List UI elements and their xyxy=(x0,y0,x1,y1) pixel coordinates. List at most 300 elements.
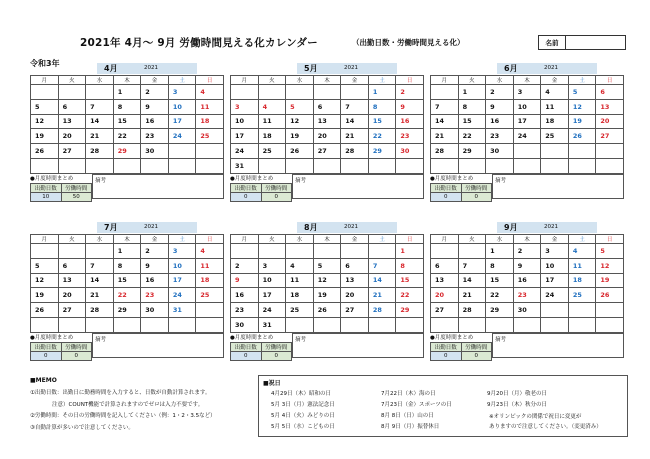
day-cell[interactable] xyxy=(458,158,486,173)
day-cell[interactable]: 29 xyxy=(458,144,486,159)
day-cell[interactable]: 25 xyxy=(196,129,224,144)
month-calendar xyxy=(230,75,424,174)
day-cell[interactable]: 16 xyxy=(513,273,541,288)
day-cell[interactable]: 10 xyxy=(513,99,541,114)
day-cell[interactable]: 24 xyxy=(168,129,196,144)
day-cell[interactable]: 26 xyxy=(568,129,596,144)
day-cell[interactable]: 6 xyxy=(431,258,459,273)
day-cell[interactable] xyxy=(313,85,341,100)
day-cell[interactable]: 9 xyxy=(486,99,514,114)
week-row xyxy=(31,303,224,318)
day-cell[interactable]: 12 xyxy=(286,114,314,129)
day-cell[interactable]: 7 xyxy=(458,258,486,273)
day-cell[interactable]: 28 xyxy=(86,303,114,318)
day-cell[interactable]: 22 xyxy=(113,129,141,144)
day-cell[interactable]: 7 xyxy=(86,99,114,114)
weekday-label: 月 xyxy=(231,235,259,244)
week-row xyxy=(231,273,424,288)
month-block xyxy=(430,222,624,361)
day-cell[interactable]: 2 xyxy=(396,85,424,100)
day-cell[interactable]: 31 xyxy=(231,158,259,173)
day-cell[interactable]: 27 xyxy=(341,303,369,318)
day-cell[interactable]: 19 xyxy=(313,288,341,303)
day-cell[interactable]: 23 xyxy=(396,129,424,144)
day-cell[interactable]: 5 xyxy=(568,85,596,100)
day-cell[interactable]: 25 xyxy=(196,288,224,303)
day-cell[interactable]: 18 xyxy=(286,288,314,303)
day-cell[interactable]: 21 xyxy=(458,288,486,303)
month-block xyxy=(230,63,424,202)
day-cell[interactable] xyxy=(341,158,369,173)
week-row xyxy=(231,288,424,303)
day-cell[interactable]: 15 xyxy=(113,114,141,129)
day-cell[interactable]: 13 xyxy=(58,273,86,288)
day-cell[interactable] xyxy=(113,317,141,332)
day-cell[interactable] xyxy=(231,244,259,259)
day-cell[interactable]: 22 xyxy=(368,129,396,144)
day-cell[interactable]: 9 xyxy=(513,258,541,273)
day-cell[interactable] xyxy=(86,317,114,332)
day-cell[interactable] xyxy=(258,158,286,173)
weekday-label: 金 xyxy=(141,76,169,85)
day-cell[interactable] xyxy=(196,158,224,173)
month-year: 2021 xyxy=(144,65,158,71)
day-cell[interactable]: 18 xyxy=(196,114,224,129)
day-cell[interactable]: 19 xyxy=(568,114,596,129)
day-cell[interactable]: 22 xyxy=(486,288,514,303)
day-cell[interactable]: 29 xyxy=(368,144,396,159)
day-cell[interactable]: 14 xyxy=(368,273,396,288)
day-cell[interactable]: 24 xyxy=(258,303,286,318)
day-cell[interactable]: 28 xyxy=(458,303,486,318)
day-cell[interactable]: 17 xyxy=(513,114,541,129)
day-cell[interactable]: 21 xyxy=(341,129,369,144)
day-cell[interactable]: 6 xyxy=(313,99,341,114)
day-cell[interactable]: 3 xyxy=(231,99,259,114)
day-cell[interactable]: 21 xyxy=(86,129,114,144)
day-cell[interactable]: 20 xyxy=(341,288,369,303)
day-cell[interactable] xyxy=(431,158,459,173)
day-cell[interactable] xyxy=(58,244,86,259)
day-cell[interactable] xyxy=(86,244,114,259)
day-cell[interactable] xyxy=(596,303,624,318)
weekday-label: 水 xyxy=(486,235,514,244)
day-cell[interactable]: 9 xyxy=(141,258,169,273)
day-cell[interactable]: 15 xyxy=(486,273,514,288)
day-cell[interactable] xyxy=(258,244,286,259)
note-box[interactable] xyxy=(92,174,224,199)
day-cell[interactable]: 12 xyxy=(31,114,59,129)
day-cell[interactable]: 26 xyxy=(596,288,624,303)
day-cell[interactable] xyxy=(431,85,459,100)
day-cell[interactable]: 10 xyxy=(231,114,259,129)
month-name: 7月 xyxy=(104,223,118,232)
day-cell[interactable]: 2 xyxy=(486,85,514,100)
day-cell[interactable]: 1 xyxy=(113,244,141,259)
note-box[interactable] xyxy=(292,174,424,199)
day-cell[interactable] xyxy=(458,244,486,259)
day-cell[interactable]: 12 xyxy=(568,99,596,114)
day-cell[interactable]: 30 xyxy=(396,144,424,159)
day-cell[interactable]: 15 xyxy=(396,273,424,288)
day-cell[interactable]: 16 xyxy=(231,288,259,303)
day-cell[interactable]: 30 xyxy=(486,144,514,159)
day-cell[interactable]: 29 xyxy=(396,303,424,318)
day-cell[interactable]: 12 xyxy=(313,273,341,288)
day-cell[interactable]: 20 xyxy=(58,129,86,144)
week-row xyxy=(431,273,624,288)
day-cell[interactable]: 25 xyxy=(286,303,314,318)
day-cell[interactable]: 23 xyxy=(513,288,541,303)
day-cell[interactable] xyxy=(368,244,396,259)
day-cell[interactable]: 24 xyxy=(231,144,259,159)
day-cell[interactable]: 18 xyxy=(568,273,596,288)
day-cell[interactable]: 14 xyxy=(86,273,114,288)
weekday-label: 木 xyxy=(113,76,141,85)
day-cell[interactable]: 30 xyxy=(231,317,259,332)
day-cell[interactable]: 3 xyxy=(541,244,569,259)
day-cell[interactable]: 26 xyxy=(31,303,59,318)
day-cell[interactable] xyxy=(568,317,596,332)
day-cell[interactable] xyxy=(486,317,514,332)
day-cell[interactable]: 24 xyxy=(513,129,541,144)
note-box[interactable] xyxy=(492,174,624,199)
day-cell[interactable] xyxy=(286,85,314,100)
day-cell[interactable] xyxy=(568,303,596,318)
day-cell[interactable] xyxy=(58,85,86,100)
day-cell[interactable]: 4 xyxy=(196,85,224,100)
day-cell[interactable] xyxy=(513,158,541,173)
day-cell[interactable]: 6 xyxy=(58,258,86,273)
day-cell[interactable]: 15 xyxy=(458,114,486,129)
day-cell[interactable]: 20 xyxy=(58,288,86,303)
day-cell[interactable]: 10 xyxy=(168,258,196,273)
day-cell[interactable]: 10 xyxy=(541,258,569,273)
day-cell[interactable] xyxy=(341,244,369,259)
weekday-label: 木 xyxy=(313,76,341,85)
summary-table xyxy=(30,183,92,202)
day-cell[interactable]: 26 xyxy=(31,144,59,159)
day-cell[interactable]: 22 xyxy=(396,288,424,303)
day-cell[interactable] xyxy=(286,158,314,173)
day-cell[interactable]: 11 xyxy=(196,99,224,114)
day-cell[interactable] xyxy=(368,158,396,173)
day-cell[interactable]: 19 xyxy=(596,273,624,288)
note-label: 摘考 xyxy=(295,336,307,343)
day-cell[interactable]: 2 xyxy=(141,244,169,259)
day-cell[interactable]: 4 xyxy=(541,85,569,100)
day-cell[interactable]: 8 xyxy=(458,99,486,114)
day-cell[interactable]: 26 xyxy=(313,303,341,318)
day-cell[interactable]: 8 xyxy=(113,258,141,273)
day-cell[interactable]: 14 xyxy=(458,273,486,288)
page-subtitle: （出勤日数・労働時間見える化） xyxy=(352,38,465,47)
day-cell[interactable]: 17 xyxy=(231,129,259,144)
day-cell[interactable]: 9 xyxy=(231,273,259,288)
day-cell[interactable] xyxy=(313,317,341,332)
day-cell[interactable]: 15 xyxy=(368,114,396,129)
day-cell[interactable]: 1 xyxy=(113,85,141,100)
day-cell[interactable]: 11 xyxy=(196,258,224,273)
day-cell[interactable] xyxy=(596,158,624,173)
day-cell[interactable]: 17 xyxy=(541,273,569,288)
day-cell[interactable]: 23 xyxy=(486,129,514,144)
day-cell[interactable] xyxy=(396,317,424,332)
day-cell[interactable] xyxy=(196,303,224,318)
day-cell[interactable] xyxy=(113,158,141,173)
week-row xyxy=(31,317,224,332)
day-cell[interactable]: 11 xyxy=(541,99,569,114)
day-cell[interactable] xyxy=(568,144,596,159)
day-cell[interactable]: 20 xyxy=(313,129,341,144)
weekday-label: 金 xyxy=(341,235,369,244)
day-cell[interactable]: 16 xyxy=(486,114,514,129)
day-cell[interactable]: 14 xyxy=(431,114,459,129)
day-cell[interactable] xyxy=(596,317,624,332)
day-cell[interactable]: 4 xyxy=(568,244,596,259)
day-cell[interactable]: 27 xyxy=(596,129,624,144)
note-label: 摘考 xyxy=(95,177,107,184)
day-cell[interactable]: 31 xyxy=(258,317,286,332)
day-cell[interactable]: 27 xyxy=(58,303,86,318)
day-cell[interactable]: 31 xyxy=(168,303,196,318)
day-cell[interactable] xyxy=(541,317,569,332)
day-cell[interactable]: 7 xyxy=(431,99,459,114)
day-cell[interactable]: 19 xyxy=(286,129,314,144)
day-cell[interactable] xyxy=(313,244,341,259)
day-cell[interactable] xyxy=(341,317,369,332)
day-cell[interactable]: 24 xyxy=(168,288,196,303)
week-row xyxy=(431,144,624,159)
day-cell[interactable]: 8 xyxy=(368,99,396,114)
day-cell[interactable]: 18 xyxy=(541,114,569,129)
weekday-label: 水 xyxy=(86,76,114,85)
weekday-label: 月 xyxy=(31,235,59,244)
day-cell[interactable]: 23 xyxy=(231,303,259,318)
day-cell[interactable]: 16 xyxy=(141,273,169,288)
day-cell[interactable]: 3 xyxy=(168,85,196,100)
day-cell[interactable] xyxy=(168,144,196,159)
day-cell[interactable] xyxy=(541,303,569,318)
week-row xyxy=(431,114,624,129)
day-cell[interactable]: 10 xyxy=(258,273,286,288)
name-field[interactable] xyxy=(566,36,625,49)
day-cell[interactable] xyxy=(168,158,196,173)
day-cell[interactable] xyxy=(86,158,114,173)
day-cell[interactable]: 17 xyxy=(168,114,196,129)
day-cell[interactable] xyxy=(541,158,569,173)
week-row xyxy=(231,258,424,273)
weekday-row xyxy=(31,76,224,85)
day-cell[interactable]: 1 xyxy=(458,85,486,100)
day-cell[interactable] xyxy=(513,317,541,332)
day-cell[interactable] xyxy=(58,158,86,173)
hours-value: 0 xyxy=(261,192,292,201)
day-cell[interactable]: 13 xyxy=(596,99,624,114)
day-cell[interactable] xyxy=(286,317,314,332)
day-cell[interactable]: 7 xyxy=(86,258,114,273)
day-cell[interactable]: 16 xyxy=(141,114,169,129)
week-row xyxy=(231,99,424,114)
day-cell[interactable]: 1 xyxy=(486,244,514,259)
day-cell[interactable]: 23 xyxy=(141,288,169,303)
day-cell[interactable] xyxy=(368,317,396,332)
day-cell[interactable]: 12 xyxy=(596,258,624,273)
day-cell[interactable]: 29 xyxy=(113,144,141,159)
day-cell[interactable] xyxy=(141,158,169,173)
day-cell[interactable] xyxy=(31,317,59,332)
day-cell[interactable] xyxy=(196,144,224,159)
days-value: 0 xyxy=(31,351,62,360)
day-cell[interactable]: 3 xyxy=(168,244,196,259)
day-cell[interactable] xyxy=(596,144,624,159)
day-cell[interactable]: 6 xyxy=(596,85,624,100)
day-cell[interactable]: 2 xyxy=(231,258,259,273)
month-name: 4月 xyxy=(104,64,118,73)
day-cell[interactable] xyxy=(313,158,341,173)
day-cell[interactable]: 14 xyxy=(86,114,114,129)
day-cell[interactable]: 7 xyxy=(368,258,396,273)
day-cell[interactable]: 13 xyxy=(58,114,86,129)
day-cell[interactable]: 1 xyxy=(368,85,396,100)
day-cell[interactable]: 20 xyxy=(596,114,624,129)
day-cell[interactable]: 29 xyxy=(113,303,141,318)
weekday-label: 水 xyxy=(86,235,114,244)
day-cell[interactable]: 9 xyxy=(141,99,169,114)
day-cell[interactable]: 5 xyxy=(31,99,59,114)
day-cell[interactable]: 8 xyxy=(113,99,141,114)
day-cell[interactable]: 14 xyxy=(341,114,369,129)
day-cell[interactable] xyxy=(431,317,459,332)
day-cell[interactable]: 17 xyxy=(168,273,196,288)
page-title: 2021年 4月～ 9月 労働時間見える化カレンダー xyxy=(80,37,318,49)
day-cell[interactable]: 11 xyxy=(568,258,596,273)
hours-header: 労働時間 xyxy=(261,183,292,192)
day-cell[interactable]: 18 xyxy=(258,129,286,144)
note-box[interactable] xyxy=(92,333,224,358)
day-cell[interactable] xyxy=(486,158,514,173)
day-cell[interactable]: 13 xyxy=(341,273,369,288)
day-cell[interactable] xyxy=(86,85,114,100)
day-cell[interactable]: 5 xyxy=(596,244,624,259)
day-cell[interactable]: 5 xyxy=(313,258,341,273)
day-cell[interactable]: 23 xyxy=(141,129,169,144)
day-cell[interactable]: 17 xyxy=(258,288,286,303)
day-cell[interactable]: 5 xyxy=(286,99,314,114)
day-cell[interactable]: 4 xyxy=(286,258,314,273)
day-cell[interactable]: 5 xyxy=(31,258,59,273)
day-cell[interactable]: 27 xyxy=(313,144,341,159)
day-cell[interactable]: 30 xyxy=(513,303,541,318)
note-box[interactable] xyxy=(292,333,424,358)
day-cell[interactable]: 4 xyxy=(258,99,286,114)
day-cell[interactable]: 2 xyxy=(141,85,169,100)
day-cell[interactable] xyxy=(286,244,314,259)
day-cell[interactable]: 7 xyxy=(341,99,369,114)
day-cell[interactable]: 8 xyxy=(396,258,424,273)
day-cell[interactable]: 4 xyxy=(196,244,224,259)
day-cell[interactable]: 28 xyxy=(86,144,114,159)
day-cell[interactable] xyxy=(31,158,59,173)
day-cell[interactable] xyxy=(231,85,259,100)
day-cell[interactable] xyxy=(431,244,459,259)
day-cell[interactable]: 13 xyxy=(313,114,341,129)
day-cell[interactable] xyxy=(168,317,196,332)
hours-value: 50 xyxy=(61,192,92,201)
day-cell[interactable]: 24 xyxy=(541,288,569,303)
day-cell[interactable]: 27 xyxy=(431,303,459,318)
day-cell[interactable]: 13 xyxy=(431,273,459,288)
day-cell[interactable]: 19 xyxy=(31,288,59,303)
week-row xyxy=(31,114,224,129)
day-cell[interactable] xyxy=(568,158,596,173)
note-box[interactable] xyxy=(492,333,624,358)
day-cell[interactable]: 21 xyxy=(368,288,396,303)
day-cell[interactable]: 22 xyxy=(113,288,141,303)
day-cell[interactable] xyxy=(258,85,286,100)
day-cell[interactable]: 25 xyxy=(568,288,596,303)
day-cell[interactable]: 22 xyxy=(458,129,486,144)
day-cell[interactable] xyxy=(396,158,424,173)
day-cell[interactable]: 30 xyxy=(141,303,169,318)
day-cell[interactable]: 11 xyxy=(258,114,286,129)
day-cell[interactable]: 16 xyxy=(396,114,424,129)
day-cell[interactable] xyxy=(341,85,369,100)
day-cell[interactable] xyxy=(458,317,486,332)
day-cell[interactable]: 20 xyxy=(431,288,459,303)
day-cell[interactable]: 28 xyxy=(431,144,459,159)
day-cell[interactable] xyxy=(541,144,569,159)
day-cell[interactable] xyxy=(141,317,169,332)
days-header: 出勤日数 xyxy=(31,183,62,192)
day-cell[interactable]: 6 xyxy=(341,258,369,273)
day-cell[interactable]: 21 xyxy=(431,129,459,144)
day-cell[interactable]: 12 xyxy=(31,273,59,288)
day-cell[interactable]: 3 xyxy=(513,85,541,100)
day-cell[interactable] xyxy=(196,317,224,332)
day-cell[interactable]: 28 xyxy=(341,144,369,159)
day-cell[interactable]: 18 xyxy=(196,273,224,288)
day-cell[interactable]: 21 xyxy=(86,288,114,303)
day-cell[interactable]: 28 xyxy=(368,303,396,318)
days-header: 出勤日数 xyxy=(431,183,462,192)
day-cell[interactable]: 26 xyxy=(286,144,314,159)
day-cell[interactable]: 27 xyxy=(58,144,86,159)
day-cell[interactable]: 8 xyxy=(486,258,514,273)
day-cell[interactable] xyxy=(513,144,541,159)
weekday-label: 火 xyxy=(458,76,486,85)
day-cell[interactable]: 2 xyxy=(513,244,541,259)
day-cell[interactable] xyxy=(58,317,86,332)
day-cell[interactable]: 1 xyxy=(396,244,424,259)
day-cell[interactable]: 3 xyxy=(258,258,286,273)
day-cell[interactable] xyxy=(31,244,59,259)
day-cell[interactable]: 15 xyxy=(113,273,141,288)
day-cell[interactable]: 9 xyxy=(396,99,424,114)
day-cell[interactable]: 19 xyxy=(31,129,59,144)
day-cell[interactable]: 25 xyxy=(258,144,286,159)
day-cell[interactable]: 29 xyxy=(486,303,514,318)
day-cell[interactable]: 6 xyxy=(58,99,86,114)
weekday-label: 木 xyxy=(313,235,341,244)
day-cell[interactable] xyxy=(31,85,59,100)
note-label: 摘考 xyxy=(495,336,507,343)
day-cell[interactable]: 30 xyxy=(141,144,169,159)
day-cell[interactable]: 10 xyxy=(168,99,196,114)
day-cell[interactable]: 11 xyxy=(286,273,314,288)
weekday-label: 火 xyxy=(258,76,286,85)
day-cell[interactable]: 25 xyxy=(541,129,569,144)
